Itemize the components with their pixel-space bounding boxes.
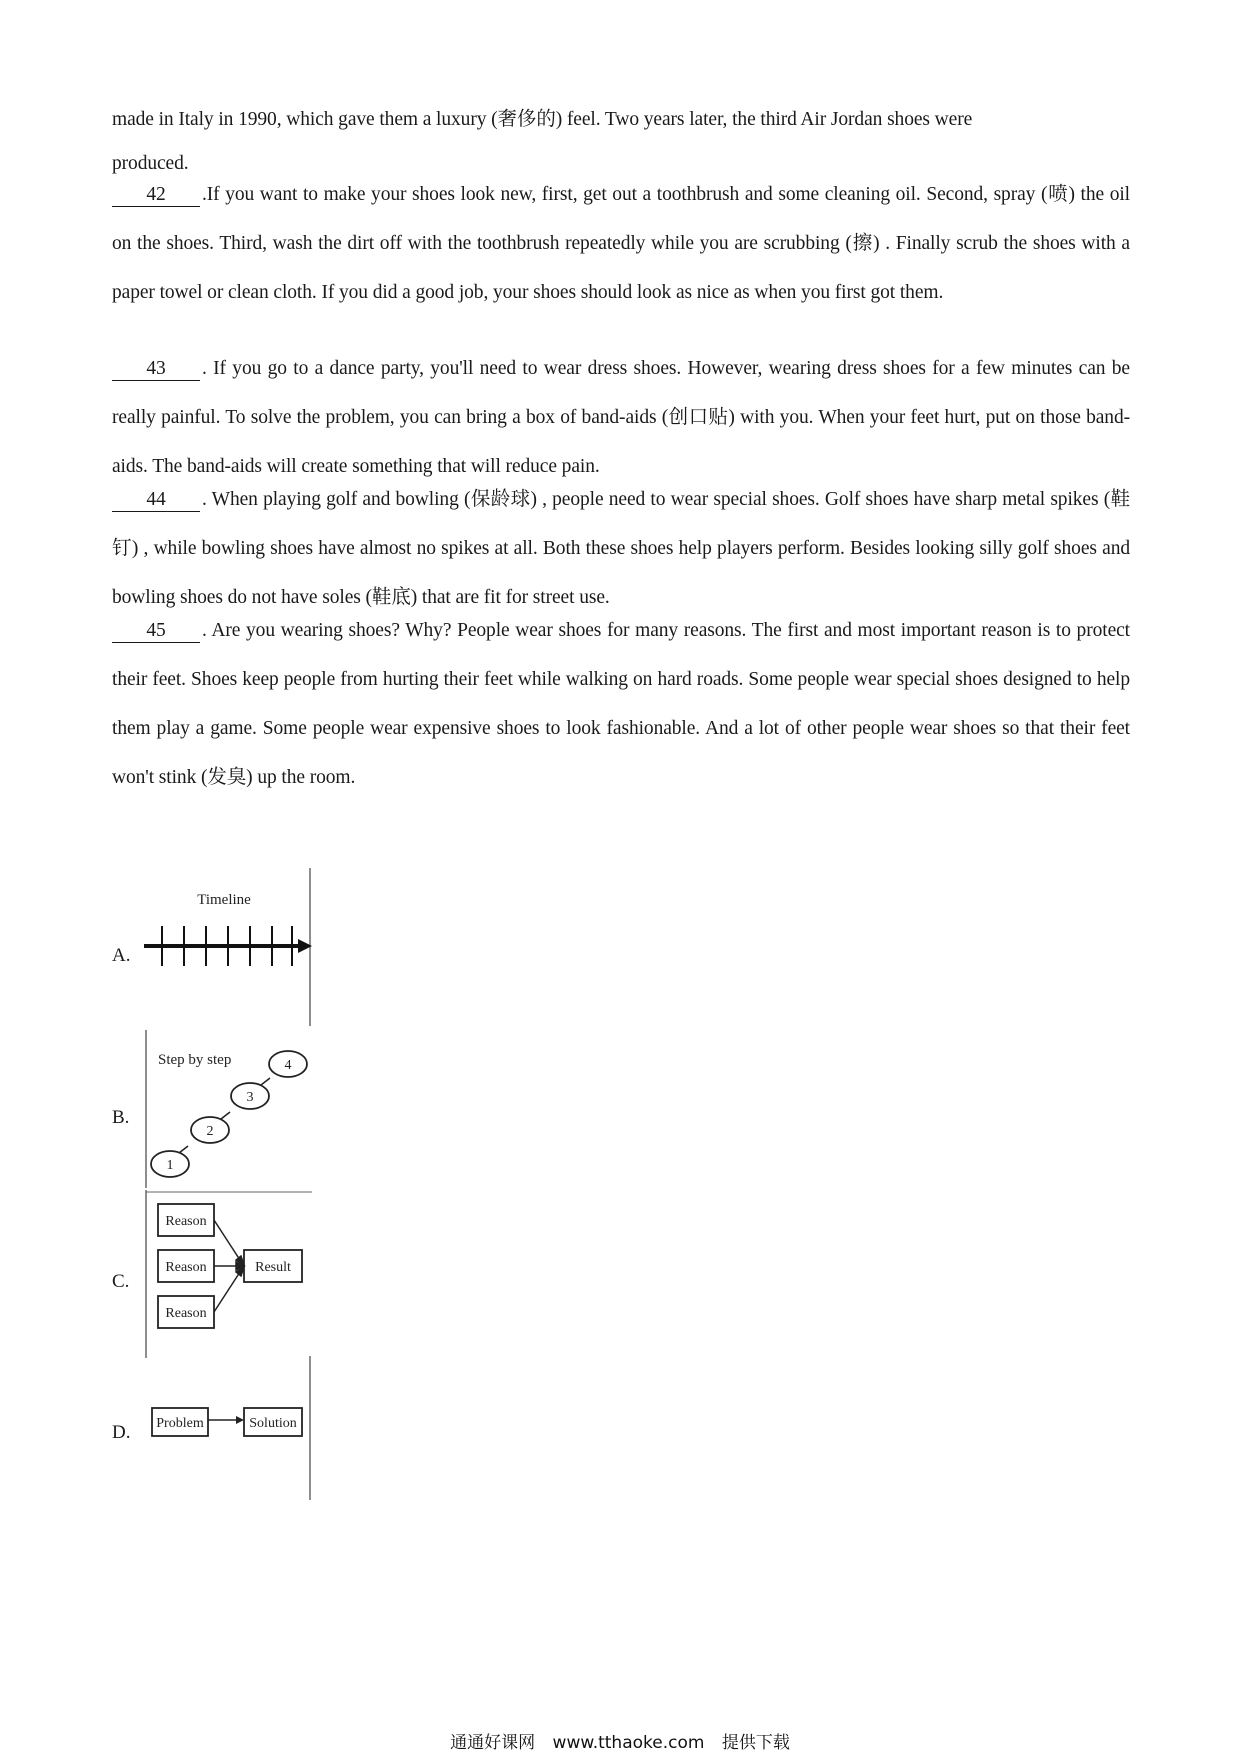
option-b-step-diagram: [140, 1030, 320, 1195]
step-4: 4: [284, 1058, 292, 1073]
reason-1: Reason: [165, 1214, 207, 1229]
reason-2: Reason: [165, 1260, 207, 1275]
paragraph-42-text: .If you want to make your shoes look new, first, get out a toothbrush and some cleaning oil. Second, spray (喷) the oil on the shoes. Third, wash the dirt off with the toothbrush repeatedly while you are scrubbing (擦) . Finally scrub the shoes with a paper towel or clean cloth. If you did a good job, your shoes should look as nice as when you first got them.: [112, 184, 1130, 303]
paragraph-44-text: . When playing golf and bowling (保龄球) , people need to wear special shoes. Golf shoes have sharp metal spikes (鞋钉) , while bowling shoes have almost no spikes at all. Both these shoes help players perform. Besides looking silly golf shoes and bowling shoes do not have soles (鞋底) that are fit for street use.: [112, 489, 1130, 608]
intro-line-2: produced.: [112, 153, 189, 174]
result-box: Result: [255, 1260, 291, 1275]
intro-line-1: made in Italy in 1990, which gave them a luxury (奢侈的) feel. Two years later, the third Air Jordan shoes were: [112, 109, 973, 130]
option-c-letter: C.: [112, 1271, 130, 1292]
option-b-letter: B.: [112, 1107, 130, 1128]
footer-url: www.tthaoke.com: [552, 1733, 705, 1753]
paragraph-45: [112, 606, 1130, 802]
page-footer: [0, 1728, 1240, 1753]
blank-45: 45: [112, 620, 200, 643]
blank-44: 44: [112, 489, 200, 512]
step-title: Step by step: [158, 1052, 232, 1068]
blank-43: 43: [112, 358, 200, 381]
paragraph-43: [112, 344, 1130, 491]
step-3: 3: [246, 1090, 254, 1105]
footer-note: 提供下载: [721, 1733, 790, 1753]
reason-3: Reason: [165, 1306, 207, 1321]
option-d-problem-solution-diagram: [140, 1356, 320, 1507]
step-2: 2: [206, 1124, 214, 1139]
paragraph-45-text: . Are you wearing shoes? Why? People wear shoes for many reasons. The first and most important reason is to protect their feet. Shoes keep people from hurting their feet while walking on hard roads. Some people wear special shoes designed to help them play a game. Some people wear expensive shoes to look fashionable. And a lot of other people wear shoes so that their feet won't stink (发臭) up the room.: [112, 620, 1130, 788]
paragraph-43-text: . If you go to a dance party, you'll need to wear dress shoes. However, wearing dress shoes for a few minutes can be really painful. To solve the problem, you can bring a box of band-aids (创口贴) with you. When your feet hurt, put on those band-aids. The band-aids will create something that will reduce pain.: [112, 358, 1130, 477]
timeline-title: Timeline: [197, 892, 251, 908]
paragraph-44: [112, 475, 1130, 622]
option-a-letter: A.: [112, 945, 131, 966]
blank-42: 42: [112, 184, 200, 207]
solution-box: Solution: [249, 1416, 297, 1431]
problem-box: Problem: [156, 1416, 204, 1431]
option-a-timeline-diagram: [140, 868, 320, 1033]
option-d-letter: D.: [112, 1422, 131, 1443]
step-1: 1: [166, 1158, 174, 1173]
footer-site: 通通好课网: [450, 1733, 536, 1753]
option-c-reason-result-diagram: [140, 1190, 320, 1365]
paragraph-42: [112, 170, 1130, 317]
